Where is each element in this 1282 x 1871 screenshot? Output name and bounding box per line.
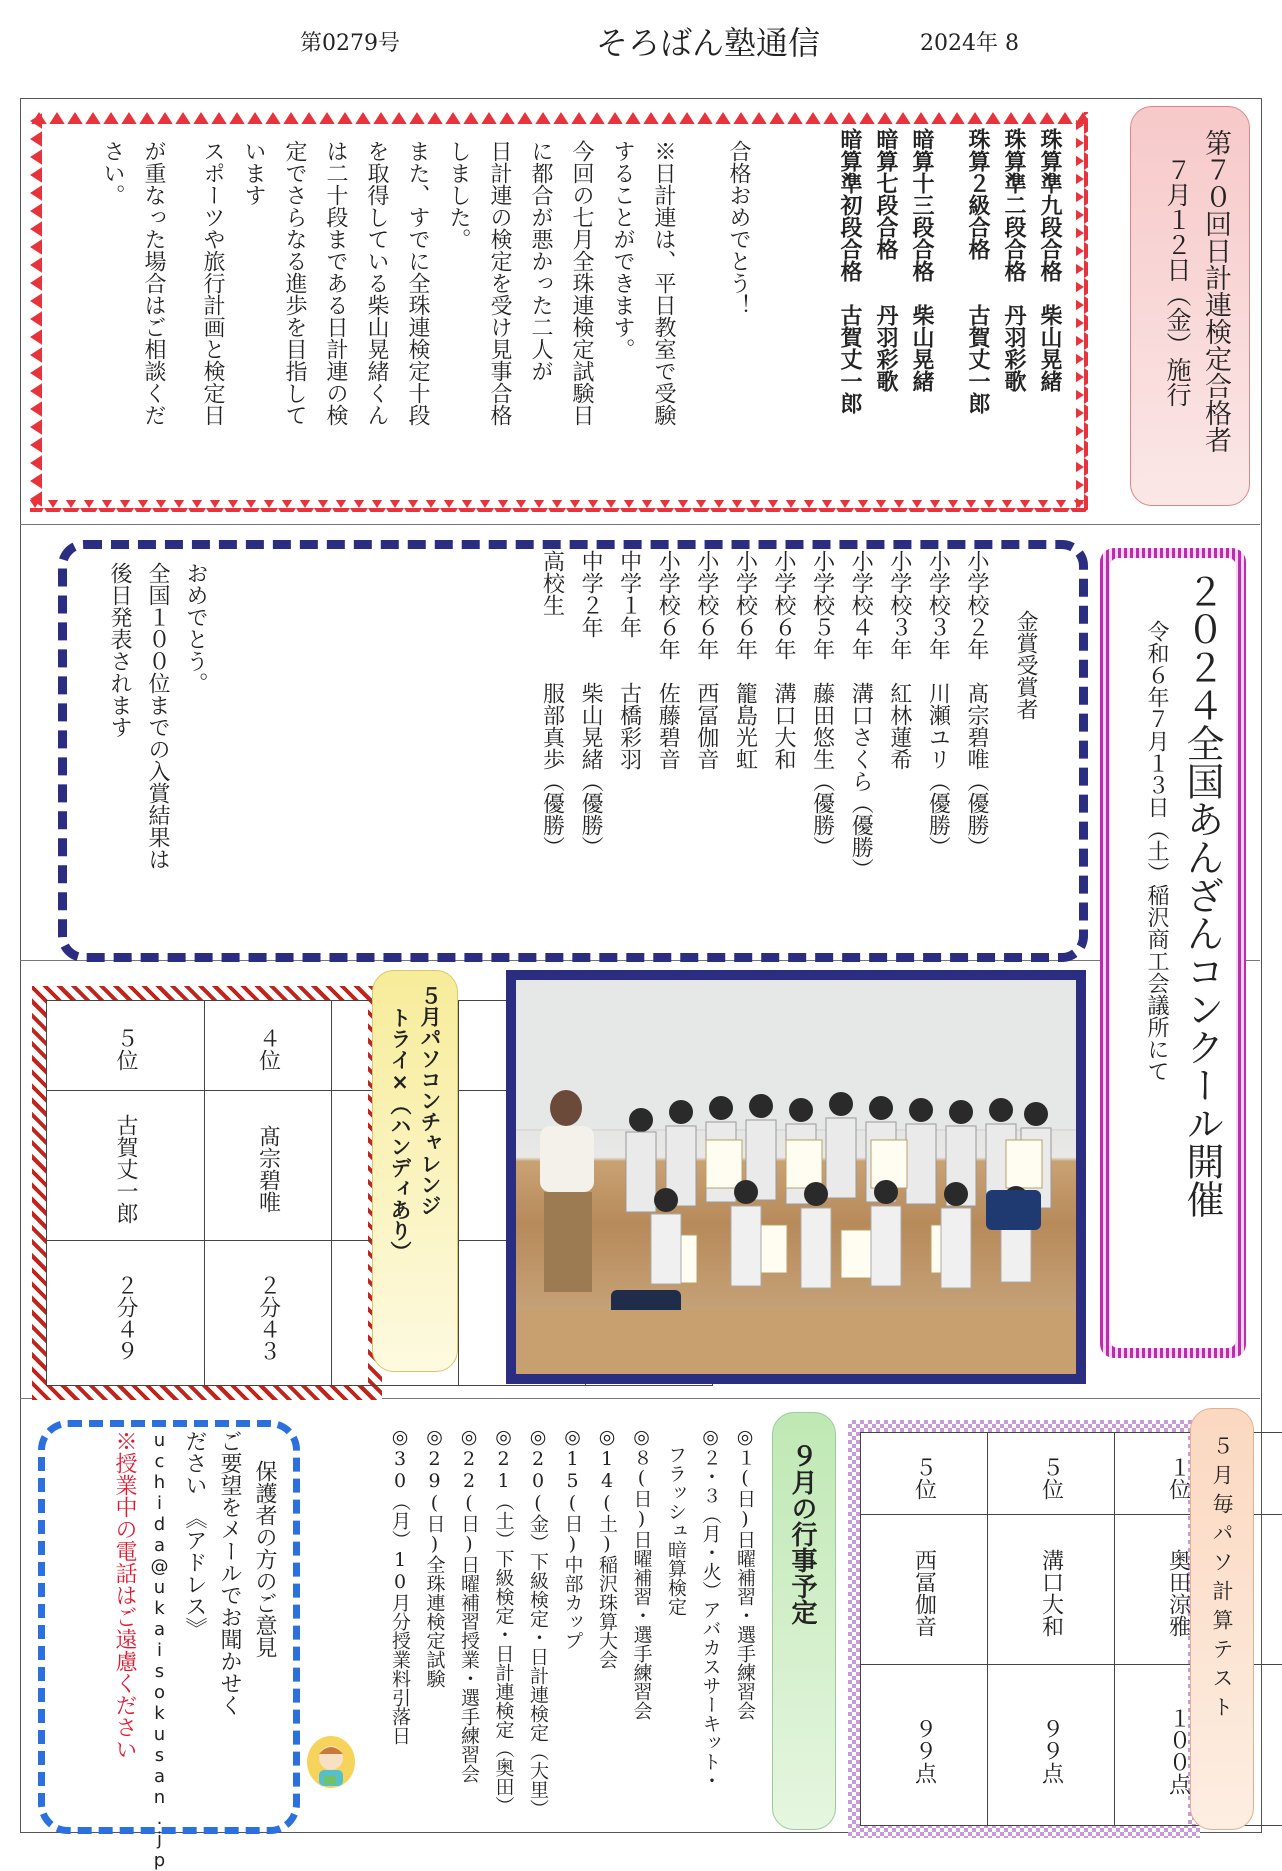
kentei-congrats: 合格おめでとう！ — [723, 140, 754, 316]
concours-title: ２０２４全国あんざんコンクール開催 — [1180, 572, 1224, 1218]
phone-warning: ※授業中の電話はご遠慮ください — [107, 1430, 142, 1810]
closing-line: 全国１００位までの入賞結果は — [138, 562, 176, 942]
winner-line: 小学校６年 佐藤碧音 — [648, 550, 687, 930]
contact-line: ご要望をメールでお聞かせく — [212, 1430, 247, 1810]
concours-title-box — [1100, 548, 1246, 1358]
note-line: 今回の七月全珠連検定試験日 — [561, 140, 602, 510]
pc-challenge-title: ５月パソコンチャレンジ — [417, 985, 443, 1216]
concours-winner-list — [532, 550, 995, 930]
schedule-item: フラッシュ暗算検定 — [659, 1426, 694, 1826]
winner-line: 中学２年 柴山晃緒（優勝） — [570, 550, 609, 930]
schedule-item: ◎20(金）下級検定・日計連検定（大里） — [521, 1426, 556, 1826]
winner-line: 小学校６年 籠島光虹 — [725, 550, 764, 930]
note-line: 日計連の検定を受け見事合格 — [479, 140, 520, 510]
note-line: さい。 — [92, 140, 133, 510]
header — [0, 0, 1282, 70]
closing-line: おめでとう。 — [176, 562, 214, 942]
score-cell: １００点 — [1115, 1665, 1242, 1826]
closing-line: 後日発表されます — [100, 562, 138, 942]
schedule-item: ◎22(日)日曜補習授業・選手練習会 — [452, 1426, 487, 1826]
concours-heading: 金賞受賞者 — [1010, 610, 1041, 720]
note-line: が重なった場合はご相談くだ — [133, 140, 174, 510]
schedule-item: ◎21（土）下級検定・日計連検定（奥田） — [486, 1426, 521, 1826]
rank-cell: ４位 — [205, 1001, 332, 1091]
note-line: しました。 — [438, 140, 479, 510]
kentei-date: ７月１２日（金）施行 — [1161, 157, 1193, 407]
contact-line: 保護者の方のご意見 — [247, 1460, 282, 1810]
rank-cell: ５位 — [861, 1433, 988, 1515]
kentei-results — [831, 128, 1067, 508]
note-line: います — [233, 140, 274, 510]
schedule-title: ９月の行事予定 — [784, 1443, 821, 1625]
winner-line: 小学校５年 藤田悠生（優勝） — [802, 550, 841, 930]
schedule-title-box — [772, 1412, 836, 1830]
note-line: 定でさらなる進歩を目指して — [274, 140, 315, 510]
schedule-item: ◎30（月）10月分授業料引落日 — [383, 1426, 418, 1826]
score-cell: ９９点 — [988, 1665, 1115, 1826]
issue-number: 第0279号 — [300, 26, 400, 57]
winner-line: 中学１年 古橋彩羽 — [609, 550, 648, 930]
winner-line: 小学校２年 髙宗碧唯（優勝） — [956, 550, 995, 930]
rank-cell: ５位 — [988, 1433, 1115, 1515]
teacher-illustration — [306, 1732, 356, 1792]
schedule-item: ◎14(土)稲沢珠算大会 — [590, 1426, 625, 1826]
pc-challenge-subtitle: トライ×（ハンディあり） — [387, 1007, 413, 1262]
result-line: 珠算２級合格 古賀丈一郎 — [959, 128, 995, 508]
name-cell: 西冨伽音 — [861, 1515, 988, 1665]
name-cell: 溝口大和 — [988, 1515, 1115, 1665]
issue-date: 2024年 8 — [920, 26, 1019, 57]
pc-challenge-table — [32, 986, 382, 1400]
note-line: は二十段まである日計連の検 — [315, 140, 356, 510]
name-cell: 古賀丈一郎 — [47, 1091, 205, 1241]
score-cell: ９９点 — [861, 1665, 988, 1826]
winner-line: 小学校４年 溝口さくら（優勝） — [841, 550, 880, 930]
kentei-title-box — [1130, 106, 1250, 506]
schedule-item: ◎29(日)全珠連検定試験 — [417, 1426, 452, 1826]
winner-line: 小学校６年 溝口大和 — [763, 550, 802, 930]
note-line: スポーツや旅行計画と検定日 — [192, 140, 233, 510]
pc-challenge-title-box — [372, 970, 458, 1372]
note-line: することができます。 — [602, 140, 643, 510]
newsletter-title: そろばん塾通信 — [596, 18, 820, 64]
winner-line: 小学校３年 紅林蓮希 — [879, 550, 918, 930]
kentei-note — [92, 140, 684, 510]
note-line: を取得している柴山晃緒くん — [356, 140, 397, 510]
schedule-item: ◎１(日)日曜補習・選手練習会 — [728, 1426, 763, 1826]
group-photo-figures — [516, 980, 1076, 1374]
name-cell: 奥田涼雅 — [1115, 1515, 1242, 1665]
name-cell: 髙宗碧唯 — [205, 1091, 332, 1241]
rank-cell: ５位 — [47, 1001, 205, 1091]
kentei-title: 第７０回日計連検定合格者 — [1199, 129, 1231, 453]
note-line: ※日計連は、平日教室で受験 — [643, 140, 684, 510]
note-line: また、すでに全珠連検定十段 — [397, 140, 438, 510]
note-line: に都合が悪かった二人が — [520, 140, 561, 510]
winner-line: 高校生 服部真歩（優勝） — [532, 550, 571, 930]
contact-email[interactable]: uchida@ukaisokusan.jp — [142, 1430, 177, 1810]
result-line: 珠算準九段合格 柴山晃緒 — [1031, 128, 1067, 508]
concours-subtitle: 令和６年７月１３日（土）稲沢商工会議所にて — [1142, 620, 1170, 1082]
rank-cell: １位 — [1115, 1433, 1242, 1515]
winner-line: 小学校３年 川瀬ユリ（優勝） — [918, 550, 957, 930]
contact-text — [107, 1430, 282, 1810]
schedule-item: ◎15(日)中部カップ — [555, 1426, 590, 1826]
schedule-list — [383, 1426, 763, 1826]
pc-test-title: ５月毎パソ計算テスト — [1207, 1435, 1237, 1725]
time-cell: ２分４３ — [205, 1241, 332, 1386]
result-line: 暗算七段合格 丹羽彩歌 — [867, 128, 903, 508]
divider — [20, 524, 1260, 525]
schedule-item: ◎２・３（月・火）アバカスサーキット・ — [693, 1426, 728, 1826]
schedule-item: ◎８(日)日曜補習・選手練習会 — [624, 1426, 659, 1826]
result-line: 暗算準初段合格 古賀丈一郎 — [831, 128, 867, 508]
winner-line: 小学校６年 西冨伽音 — [686, 550, 725, 930]
contact-line: ださい 《アドレス》 — [177, 1430, 212, 1810]
result-line: 珠算準二段合格 丹羽彩歌 — [995, 128, 1031, 508]
result-line: 暗算十三段合格 柴山晃緒 — [903, 128, 939, 508]
pc-test-title-box — [1190, 1408, 1254, 1830]
teacher-avatar-icon — [306, 1732, 356, 1792]
pc-test-table — [848, 1420, 1200, 1838]
group-photo — [506, 970, 1086, 1384]
time-cell: ２分４９ — [47, 1241, 205, 1386]
concours-closing — [100, 562, 214, 942]
